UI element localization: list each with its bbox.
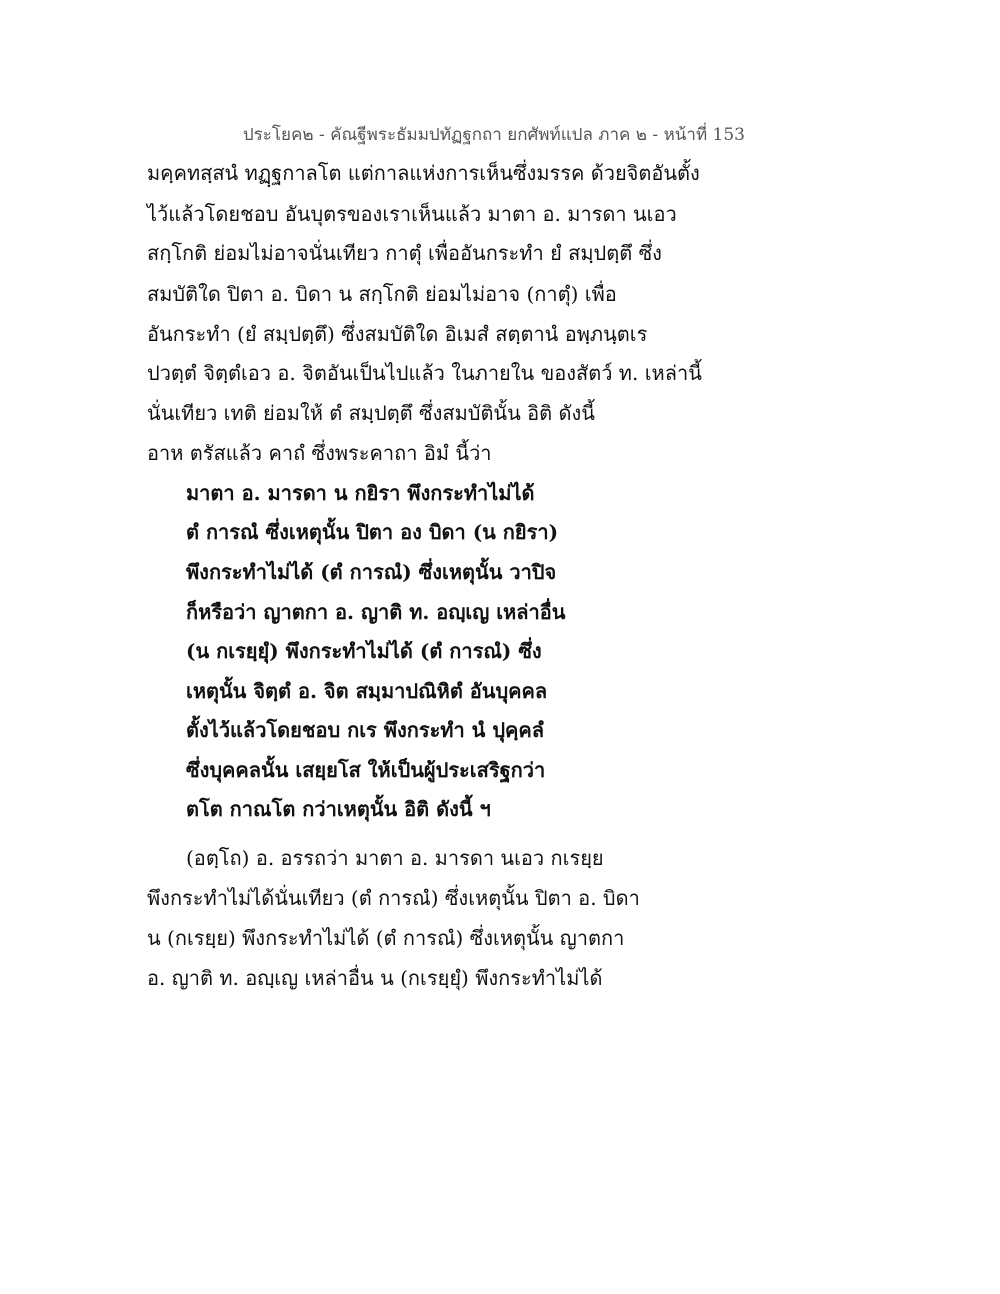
verse-line: ตโต กาณโต กว่าเหตุนั้น อิติ ดังนี้ ฯ	[186, 797, 491, 821]
commentary-line: (อตฺโถ) อ. อรรถว่า มาตา อ. มารดา นเอว กเรยฺย	[186, 846, 604, 870]
body-line: ปวตฺตํ จิตฺตํเอว อ. จิตอันเป็นไปแล้ว ในภายใน ของสัตว์ ท. เหล่านี้	[147, 361, 702, 385]
running-header: ประโยค๒ - คัณฐีพระธัมมปทัฏฐกถา ยกศัพท์แปล ภาค ๒ - หน้าที่ 153	[242, 125, 745, 145]
body-line: อาห ตรัสแล้ว คาถํ ซึ่งพระคาถา อิมํ นี้ว่า	[147, 441, 492, 465]
verse-line: ตั้งไว้แล้วโดยชอบ กเร พึงกระทำ นํ ปุคฺคลํ	[186, 718, 545, 742]
verse-line: ก็หรือว่า ญาตกา อ. ญาติ ท. อญฺเญ เหล่าอื่น	[186, 600, 566, 624]
body-line: สมบัติใด ปิตา อ. บิดา น สกฺโกติ ย่อมไม่อาจ (กาตุํ) เพื่อ	[147, 282, 617, 306]
body-line: อันกระทำ (ยํ สมฺปตฺตึ) ซึ่งสมบัติใด อิเมสํ สตฺตานํ อพฺภนฺตเร	[147, 322, 648, 346]
commentary-line: พึงกระทำไม่ได้นั่นเทียว (ตํ การณํ) ซึ่งเหตุนั้น ปิตา อ. บิดา	[147, 886, 640, 910]
verse-line: (น กเรยฺยุํ) พึงกระทำไม่ได้ (ตํ การณํ) ซึ่ง	[186, 639, 542, 663]
body-line: มคฺคทสฺสนํ ทฏฺฐกาลโต แต่กาลแห่งการเห็นซึ่งมรรค ด้วยจิตอันตั้ง	[147, 161, 700, 185]
verse-line: มาตา อ. มารดา น กยิรา พึงกระทำไม่ได้	[186, 481, 535, 505]
verse-line: พึงกระทำไม่ได้ (ตํ การณํ) ซึ่งเหตุนั้น วาปิจ	[186, 560, 557, 584]
verse-line: ตํ การณํ ซึ่งเหตุนั้น ปิตา อง บิดา (น กยิรา)	[186, 520, 559, 544]
verse-line: ซึ่งบุคคลนั้น เสยฺยโส ให้เป็นผู้ประเสริฐกว่า	[186, 758, 546, 782]
body-line: นั่นเทียว เทติ ย่อมให้ ตํ สมฺปตฺตึ ซึ่งสมบัตินั้น อิติ ดังนี้	[147, 401, 595, 425]
verse-line: เหตุนั้น จิตฺตํ อ. จิต สมฺมาปณิหิตํ อันบุคคล	[186, 679, 548, 703]
body-line: สกฺโกติ ย่อมไม่อาจนั่นเทียว กาตุํ เพื่ออันกระทำ ยํ สมฺปตฺตึ ซึ่ง	[147, 241, 662, 265]
commentary-line: น (กเรยฺย) พึงกระทำไม่ได้ (ตํ การณํ) ซึ่งเหตุนั้น ญาตกา	[147, 926, 625, 950]
body-line: ไว้แล้วโดยชอบ อันบุตรของเราเห็นแล้ว มาตา อ. มารดา นเอว	[147, 202, 677, 226]
commentary-line: อ. ญาติ ท. อญฺเญ เหล่าอื่น น (กเรยฺยุํ) พึงกระทำไม่ได้	[147, 966, 603, 990]
